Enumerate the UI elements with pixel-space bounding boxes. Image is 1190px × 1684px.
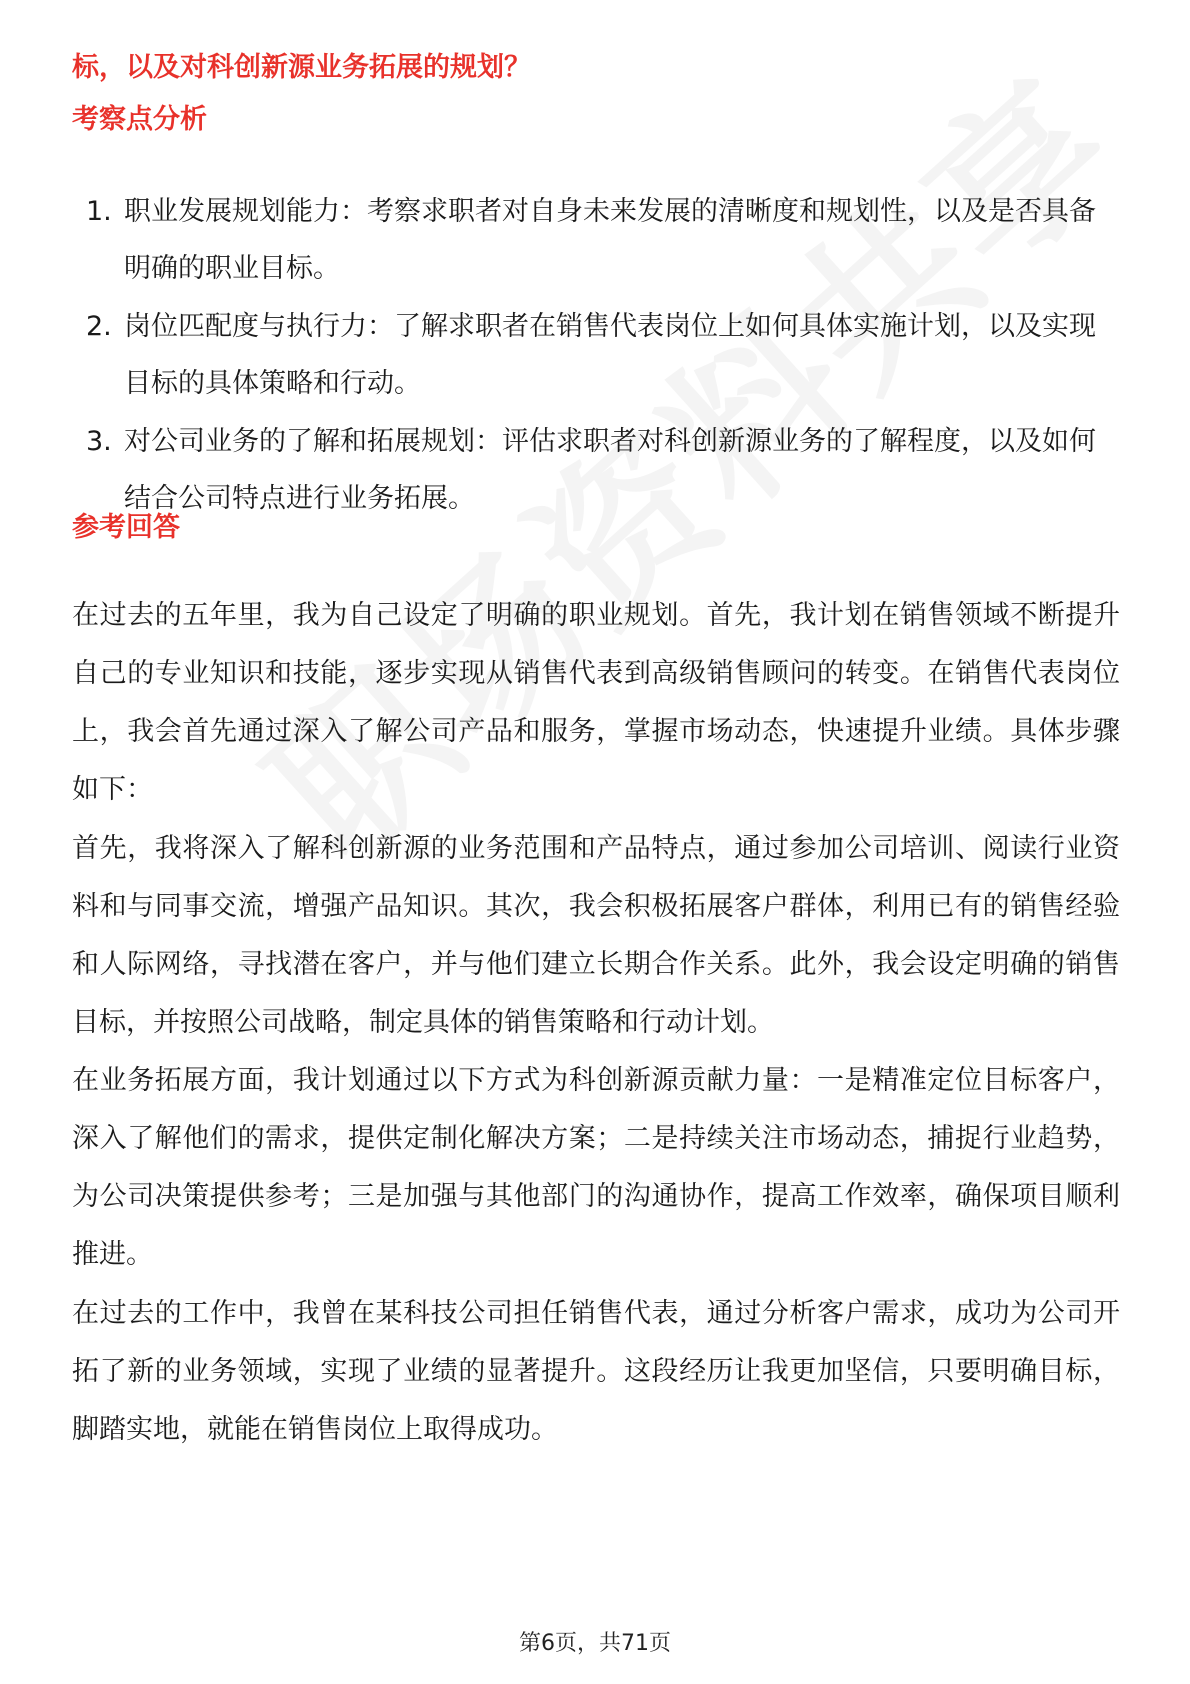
item-text: 职业发展规划能力：考察求职者对自身未来发展的清晰度和规划性，以及是否具备明确的职业目标。 <box>124 196 1096 284</box>
analysis-item <box>72 183 1120 297</box>
question-tail: 标，以及对科创新源业务拓展的规划？ <box>72 52 531 83</box>
analysis-list <box>72 183 1120 528</box>
item-text: 对公司业务的了解和拓展规划：评估求职者对科创新源业务的了解程度，以及如何结合公司特点进行业务拓展。 <box>124 426 1096 514</box>
item-text: 岗位匹配度与执行力：了解求职者在销售代表岗位上如何具体实施计划，以及实现目标的具体策略和行动。 <box>124 311 1096 399</box>
analysis-heading: 考察点分析 <box>72 104 207 135</box>
answer-paragraph: 首先，我将深入了解科创新源的业务范围和产品特点，通过参加公司培训、阅读行业资料和与同事交流，增强产品知识。其次，我会积极拓展客户群体，利用已有的销售经验和人际网络，寻找潜在客户，并与他们建立长期合作关系。此外，我会设定明确的销售目标，并按照公司战略，制定具体的销售策略和行动计划。 <box>72 833 1120 1038</box>
answer-paragraph: 在业务拓展方面，我计划通过以下方式为科创新源贡献力量：一是精准定位目标客户，深入了解他们的需求，提供定制化解决方案；二是持续关注市场动态，捕捉行业趋势，为公司决策提供参考；三是加强与其他部门的沟通协作，提高工作效率，确保项目顺利推进。 <box>72 1065 1120 1270</box>
analysis-item <box>72 298 1120 412</box>
answer-heading: 参考回答 <box>72 512 180 543</box>
item-number: 1. <box>86 196 112 227</box>
answer-paragraph: 在过去的五年里，我为自己设定了明确的职业规划。首先，我计划在销售领域不断提升自己的专业知识和技能，逐步实现从销售代表到高级销售顾问的转变。在销售代表岗位上，我会首先通过深入了解公司产品和服务，掌握市场动态，快速提升业绩。具体步骤如下： <box>72 600 1120 805</box>
item-number: 2. <box>86 311 112 342</box>
page-footer: 第6页，共71页 <box>519 1631 671 1656</box>
item-number: 3. <box>86 426 112 457</box>
analysis-item <box>72 413 1120 527</box>
answer-paragraph: 在过去的工作中，我曾在某科技公司担任销售代表，通过分析客户需求，成功为公司开拓了新的业务领域，实现了业绩的显著提升。这段经历让我更加坚信，只要明确目标，脚踏实地，就能在销售岗位上取得成功。 <box>72 1298 1120 1445</box>
